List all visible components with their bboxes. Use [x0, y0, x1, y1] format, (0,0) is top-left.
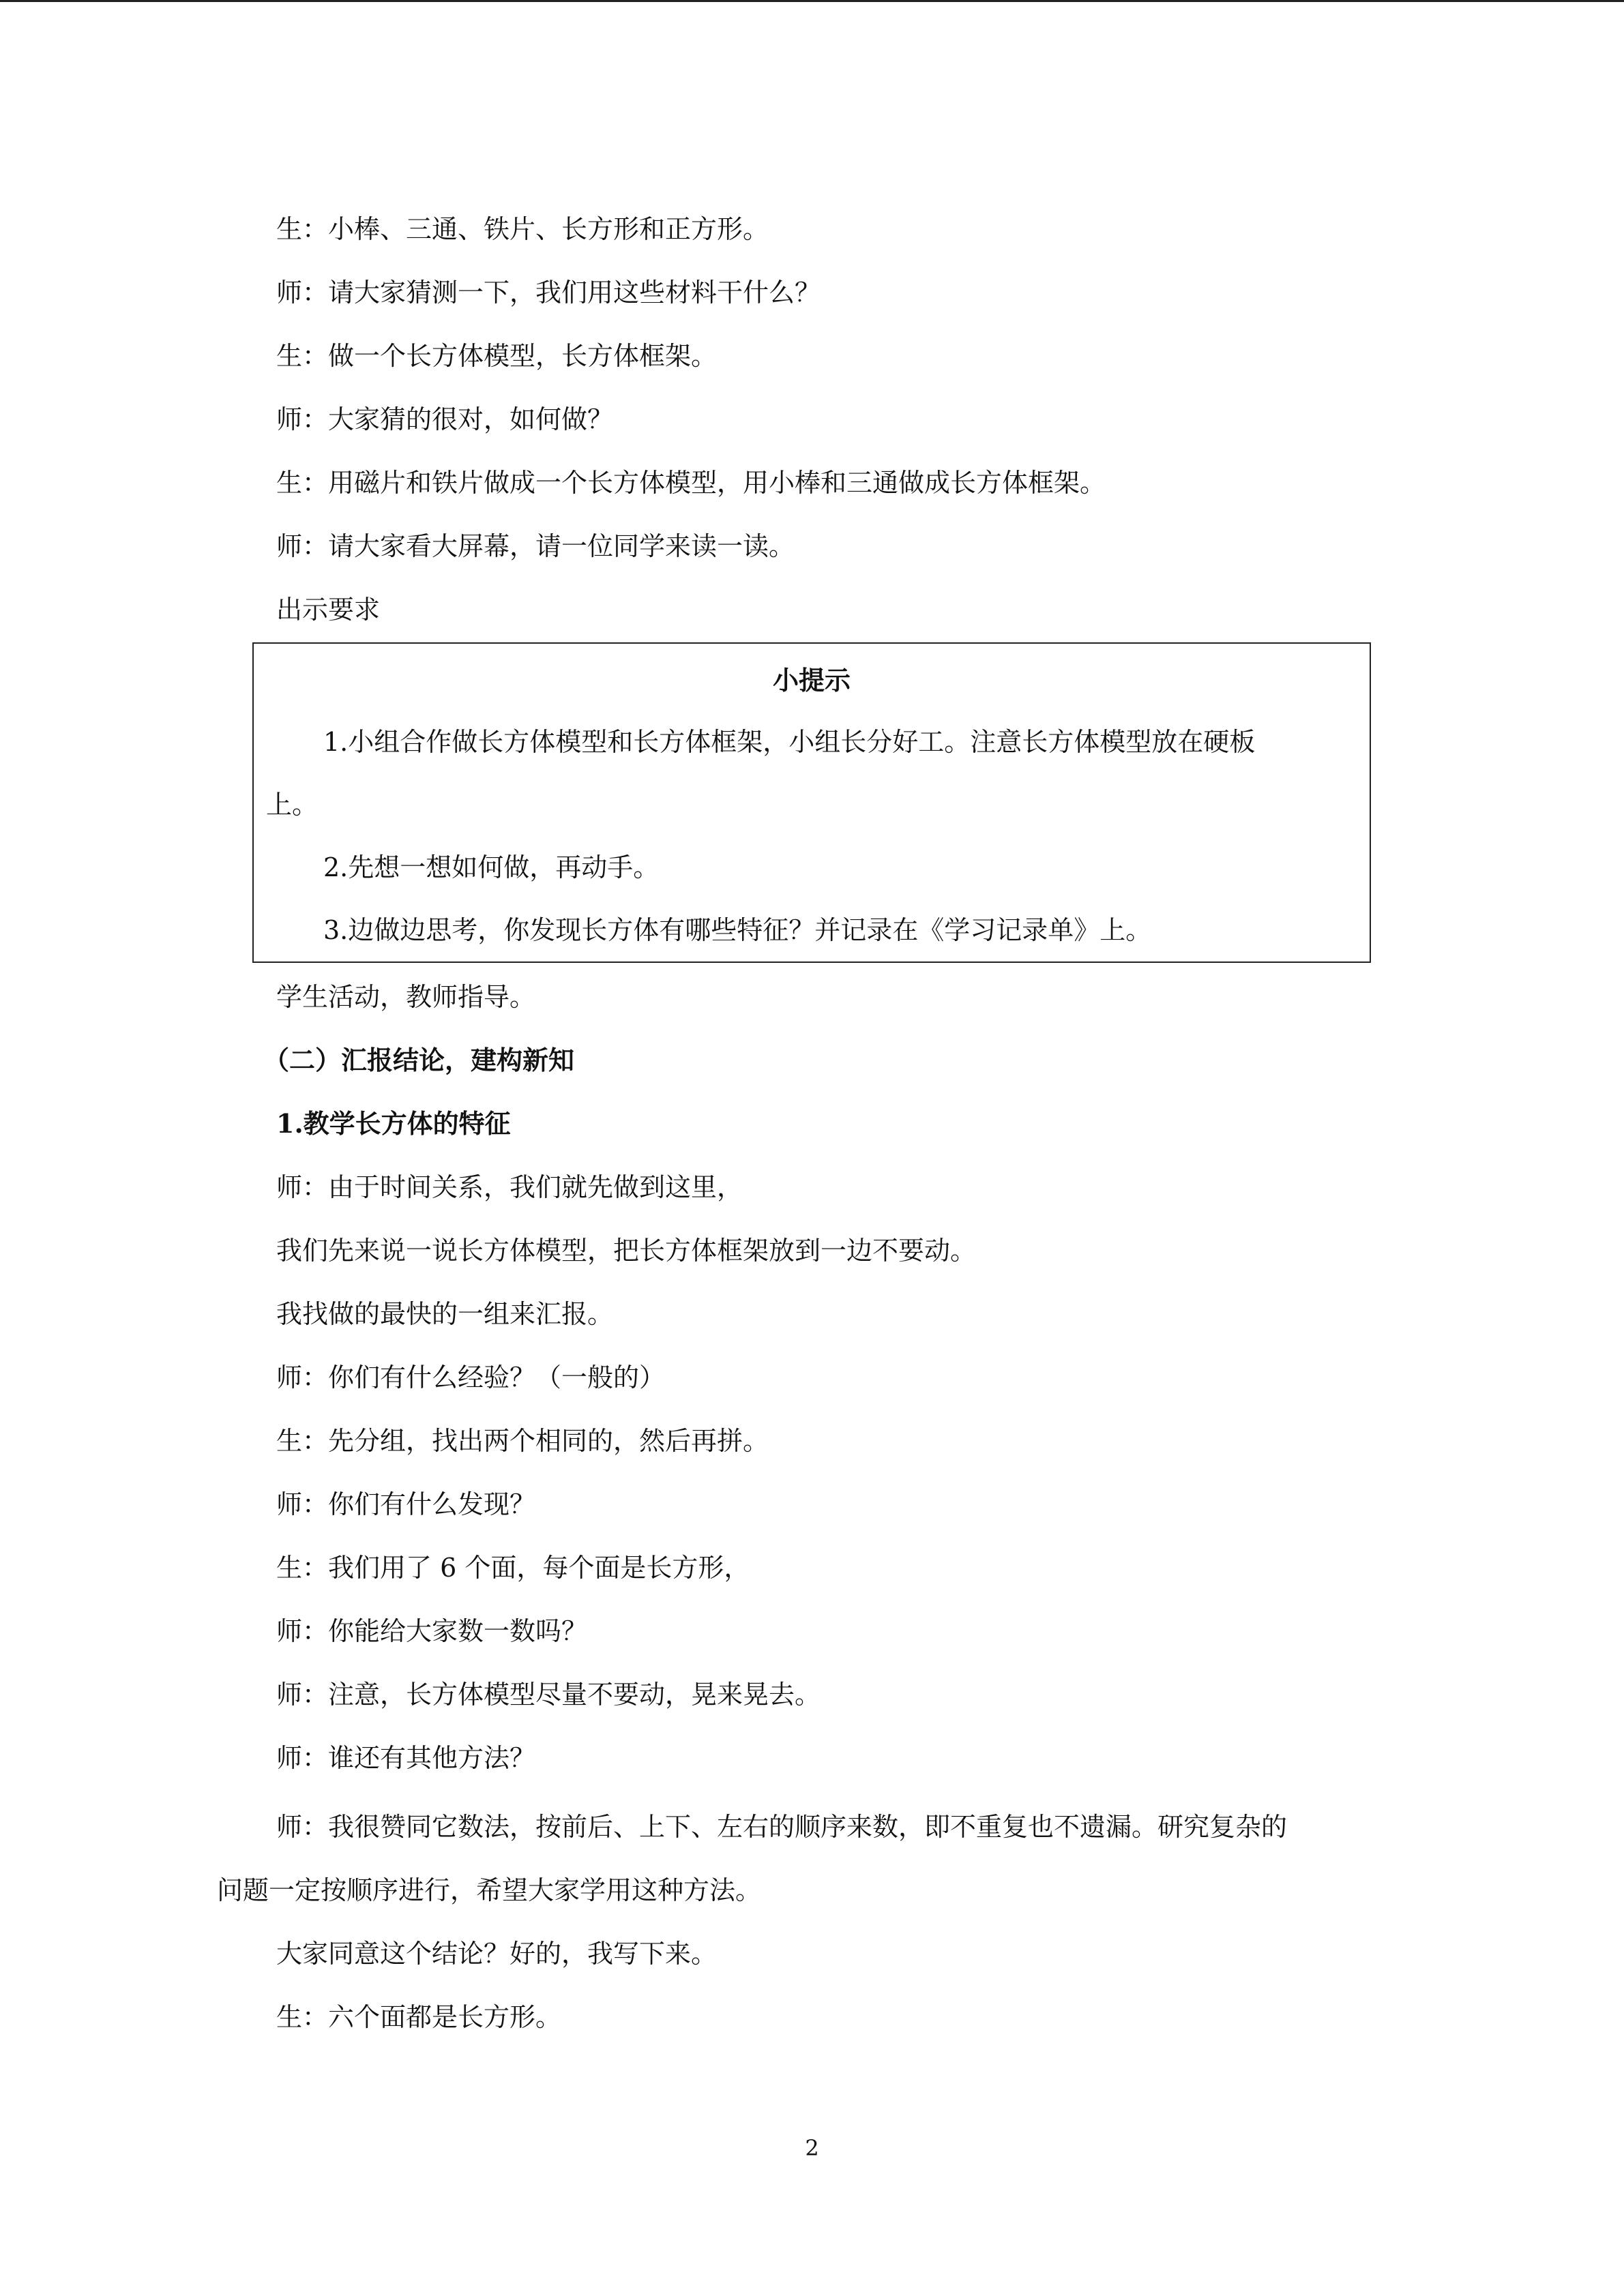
dialogue-line: 生：小棒、三通、铁片、长方形和正方形。	[276, 214, 769, 244]
dialogue-line: 师：谁还有其他方法？	[276, 1743, 536, 1773]
page-number: 2	[805, 2135, 819, 2161]
dialogue-line: 生：先分组，找出两个相同的，然后再拼。	[276, 1426, 769, 1456]
dialogue-line: 我找做的最快的一组来汇报。	[276, 1299, 614, 1329]
paragraph-line-2: 问题一定按顺序进行，希望大家学用这种方法。	[217, 1875, 762, 1905]
dialogue-line: 师：大家猜的很对，如何做？	[276, 404, 614, 434]
dialogue-line: 师：请大家猜测一下，我们用这些材料干什么？	[276, 278, 821, 308]
paragraph-line-1: 师：我很赞同它数法，按前后、上下、左右的顺序来数，即不重复也不遗漏。研究复杂的	[276, 1812, 1288, 1842]
dialogue-line: 我们先来说一说长方体模型，把长方体框架放到一边不要动。	[276, 1236, 977, 1266]
page-top-border	[0, 0, 1624, 2]
show-requirements-line: 出示要求	[276, 595, 381, 625]
dialogue-line: 大家同意这个结论？好的，我写下来。	[276, 1939, 718, 1969]
section-heading: （二）汇报结论，建构新知	[263, 1045, 575, 1075]
subsection-heading: 1.教学长方体的特征	[276, 1108, 511, 1139]
tip-title: 小提示	[772, 665, 851, 696]
tip-item-2: 2.先想一想如何做，再动手。	[323, 852, 660, 882]
tip-item-3: 3.边做边思考，你发现长方体有哪些特征？并记录在《学习记录单》上。	[323, 915, 1152, 945]
dialogue-line: 师：你能给大家数一数吗？	[276, 1616, 588, 1646]
dialogue-line: 师：你们有什么发现？	[276, 1489, 536, 1519]
tip-item-1: 1.小组合作做长方体模型和长方体框架，小组长分好工。注意长方体模型放在硬板	[323, 727, 1256, 757]
dialogue-line: 生：我们用了 6 个面，每个面是长方形，	[276, 1553, 750, 1583]
dialogue-line: 生：六个面都是长方形。	[276, 2002, 562, 2032]
dialogue-line: 师：由于时间关系，我们就先做到这里，	[276, 1172, 743, 1202]
tip-item-1-continued: 上。	[266, 790, 319, 820]
dialogue-line: 师：注意，长方体模型尽量不要动，晃来晃去。	[276, 1680, 821, 1710]
dialogue-line: 师：请大家看大屏幕，请一位同学来读一读。	[276, 531, 795, 561]
dialogue-line: 生：用磁片和铁片做成一个长方体模型，用小棒和三通做成长方体框架。	[276, 468, 1106, 498]
dialogue-line: 生：做一个长方体模型，长方体框架。	[276, 341, 718, 371]
tip-box	[252, 642, 1371, 963]
dialogue-line: 师：你们有什么经验？（一般的）	[276, 1362, 666, 1392]
activity-line: 学生活动，教师指导。	[276, 982, 536, 1012]
